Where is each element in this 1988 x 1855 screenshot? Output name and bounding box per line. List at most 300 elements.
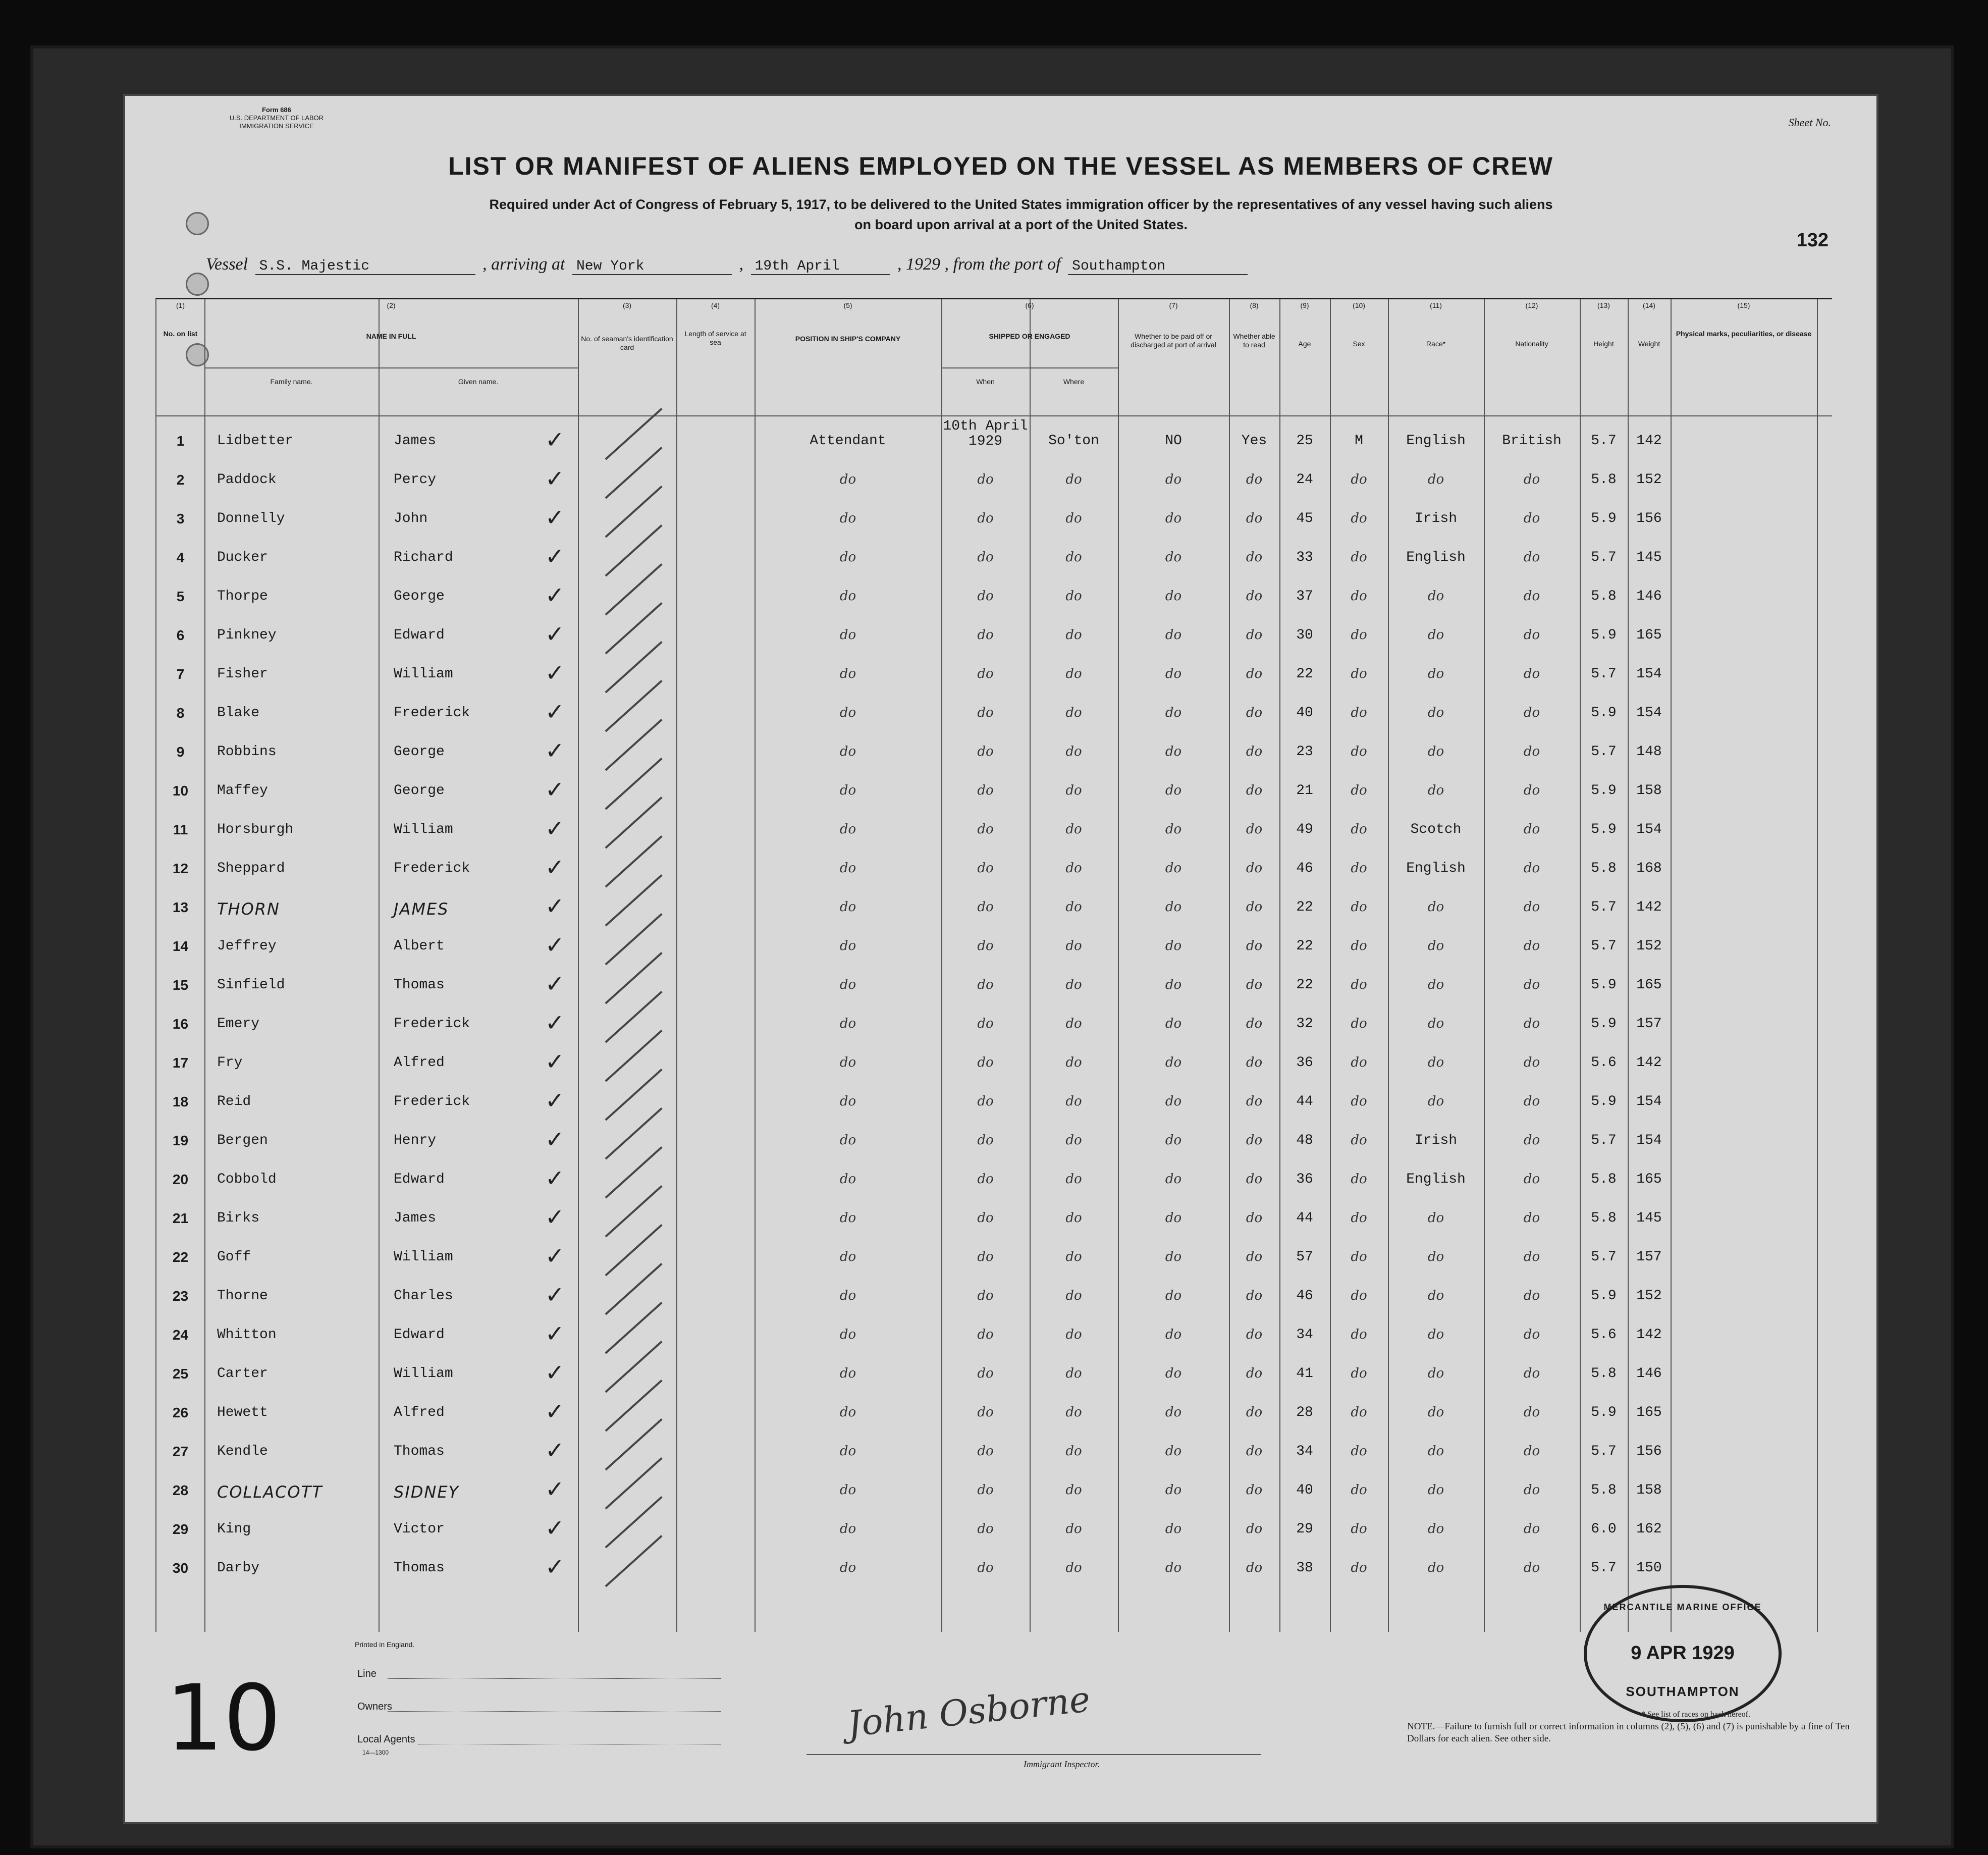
cell-family: King <box>217 1521 251 1537</box>
cell-where: do <box>1065 899 1082 915</box>
cell-family: Fry <box>217 1055 243 1071</box>
cell-weight: 168 <box>1636 861 1662 876</box>
cell-read: do <box>1246 1249 1263 1264</box>
year-value: 29 <box>923 255 940 274</box>
cell-age: 29 <box>1296 1521 1313 1537</box>
cell-when: do <box>977 705 994 720</box>
from-label: , from the port of <box>944 255 1061 274</box>
cell-nationality: do <box>1523 1288 1540 1303</box>
cell-age: 40 <box>1296 1482 1313 1498</box>
line-field <box>388 1678 721 1679</box>
table-row <box>156 734 1832 772</box>
cell-sex: do <box>1351 1482 1367 1498</box>
cell-read: do <box>1246 1405 1263 1420</box>
year-label: , 19 <box>897 255 923 274</box>
cell-no: 19 <box>172 1133 189 1148</box>
mercantile-marine-stamp <box>1584 1585 1782 1722</box>
cell-read: do <box>1246 1016 1263 1031</box>
name-subrule <box>204 367 578 368</box>
cell-family: Whitton <box>217 1327 277 1343</box>
table-row <box>156 928 1832 967</box>
checkmark-icon: ✓ <box>545 1126 565 1153</box>
head-seaman-id: No. of seaman's identification card <box>581 335 673 351</box>
cell-age: 49 <box>1296 822 1313 837</box>
table-row <box>156 578 1832 617</box>
cell-race: do <box>1427 705 1444 720</box>
cell-sex: do <box>1351 666 1367 681</box>
cell-height: 5.7 <box>1591 1249 1617 1265</box>
cell-weight: 148 <box>1636 744 1662 760</box>
head-family-name: Family name. <box>270 378 313 386</box>
printed-in-england: Printed in England. <box>355 1640 415 1649</box>
cell-race: English <box>1406 433 1466 449</box>
cell-sex: do <box>1351 1210 1367 1226</box>
cell-where: do <box>1065 1482 1082 1498</box>
cell-age: 23 <box>1296 744 1313 760</box>
cell-no: 26 <box>172 1405 189 1420</box>
cell-height: 6.0 <box>1591 1521 1617 1537</box>
cell-where: do <box>1065 1405 1082 1420</box>
cell-height: 5.8 <box>1591 1366 1617 1382</box>
cell-sex: do <box>1351 1366 1367 1381</box>
cell-paid: do <box>1165 1288 1182 1303</box>
cell-sex: do <box>1351 1521 1367 1536</box>
cell-weight: 165 <box>1636 977 1662 993</box>
cell-where: do <box>1065 1016 1082 1031</box>
cell-given: Richard <box>394 550 453 565</box>
table-row <box>156 1123 1832 1161</box>
cell-read: do <box>1246 977 1263 992</box>
cell-given: Frederick <box>394 705 470 721</box>
cell-position: Attendant <box>810 433 886 449</box>
checkmark-icon: ✓ <box>545 543 565 570</box>
arriving-label: , arriving at <box>482 255 565 274</box>
checkmark-icon: ✓ <box>545 1087 565 1114</box>
cell-position: do <box>839 783 856 798</box>
cell-nationality: do <box>1523 1405 1540 1420</box>
subtitle-line-1: Required under Act of Congress of February 5, 1917, to be delivered to the United States immigration officer by the representatives of any vessel having such aliens <box>489 197 1553 212</box>
checkmark-icon: ✓ <box>545 854 565 881</box>
cell-weight: 165 <box>1636 1172 1662 1187</box>
cell-no: 27 <box>172 1444 189 1459</box>
table-row <box>156 812 1832 850</box>
cell-position: do <box>839 511 856 526</box>
cell-no: 23 <box>172 1288 189 1304</box>
cell-family: Robbins <box>217 744 277 760</box>
cell-nationality: do <box>1523 589 1540 604</box>
cell-where: do <box>1065 666 1082 681</box>
head-physical-marks: Physical marks, peculiarities, or disease <box>1676 330 1812 338</box>
cell-height: 5.7 <box>1591 1560 1617 1576</box>
cell-read: do <box>1246 938 1263 953</box>
table-row <box>156 1395 1832 1433</box>
cell-when: do <box>977 511 994 526</box>
cell-no: 12 <box>172 861 189 876</box>
cell-height: 5.7 <box>1591 666 1617 682</box>
punch-hole <box>186 273 209 296</box>
cell-paid: do <box>1165 938 1182 953</box>
cell-given: Thomas <box>394 1560 445 1576</box>
cell-weight: 154 <box>1636 1133 1662 1148</box>
cell-nationality: do <box>1523 899 1540 915</box>
checkmark-icon: ✓ <box>545 1359 565 1386</box>
cell-paid: do <box>1165 861 1182 876</box>
cell-no: 5 <box>176 589 185 604</box>
cell-paid: do <box>1165 1327 1182 1342</box>
head-age: Age <box>1298 340 1311 348</box>
cell-height: 5.8 <box>1591 1210 1617 1226</box>
cell-where: do <box>1065 1444 1082 1459</box>
cell-given: George <box>394 744 445 760</box>
cell-age: 21 <box>1296 783 1313 799</box>
cell-family: Birks <box>217 1210 260 1226</box>
colnum-15: (15) <box>1737 301 1750 309</box>
cell-nationality: do <box>1523 1094 1540 1109</box>
table-row <box>156 889 1832 928</box>
table-row <box>156 967 1832 1005</box>
cell-no: 20 <box>172 1172 189 1187</box>
cell-paid: do <box>1165 1210 1182 1226</box>
cell-no: 17 <box>172 1055 189 1071</box>
cell-sex: do <box>1351 938 1367 953</box>
cell-read: do <box>1246 1521 1263 1536</box>
cell-weight: 145 <box>1636 550 1662 565</box>
cell-nationality: do <box>1523 977 1540 992</box>
colnum-5: (5) <box>843 301 852 309</box>
cell-nationality: do <box>1523 1133 1540 1148</box>
cell-when: do <box>977 822 994 837</box>
cell-age: 30 <box>1296 627 1313 643</box>
checkmark-icon: ✓ <box>545 1048 565 1075</box>
colnum-13: (13) <box>1597 301 1610 309</box>
cell-height: 5.7 <box>1591 1444 1617 1459</box>
arrival-date: 19th April <box>751 258 890 275</box>
cell-where: do <box>1065 1210 1082 1226</box>
cell-race: do <box>1427 1210 1444 1226</box>
footer-notes <box>1407 1709 1851 1745</box>
cell-age: 22 <box>1296 938 1313 954</box>
cell-when: do <box>977 938 994 953</box>
cell-when: do <box>977 1210 994 1226</box>
cell-paid: do <box>1165 744 1182 759</box>
cell-given: James <box>394 433 437 449</box>
table-row <box>156 851 1832 889</box>
head-able-to-read: Whether able to read <box>1233 332 1275 349</box>
colnum-1: (1) <box>176 301 185 309</box>
cell-family: Sheppard <box>217 861 285 876</box>
cell-age: 22 <box>1296 977 1313 993</box>
cell-nationality: do <box>1523 1016 1540 1031</box>
cell-when: do <box>977 1016 994 1031</box>
cell-given: Victor <box>394 1521 445 1537</box>
cell-age: 48 <box>1296 1133 1313 1148</box>
checkmark-icon: ✓ <box>545 1553 565 1580</box>
cell-position: do <box>839 1405 856 1420</box>
cell-family: Thorne <box>217 1288 268 1304</box>
checkmark-icon: ✓ <box>545 1437 565 1464</box>
cell-sex: do <box>1351 1133 1367 1148</box>
colnum-8: (8) <box>1250 301 1259 309</box>
checkmark-icon: ✓ <box>545 1320 565 1347</box>
cell-height: 5.9 <box>1591 822 1617 837</box>
cell-race: do <box>1427 938 1444 953</box>
cell-given: Edward <box>394 627 445 643</box>
cell-where: do <box>1065 705 1082 720</box>
cell-sex: do <box>1351 1094 1367 1109</box>
cell-position: do <box>839 1055 856 1070</box>
head-shipped-engaged: SHIPPED OR ENGAGED <box>989 332 1070 340</box>
cell-height: 5.9 <box>1591 1016 1617 1032</box>
cell-paid: do <box>1165 783 1182 798</box>
cell-read: do <box>1246 1133 1263 1148</box>
cell-height: 5.7 <box>1591 1133 1617 1148</box>
cell-where: do <box>1065 550 1082 565</box>
cell-read: do <box>1246 822 1263 837</box>
cell-position: do <box>839 1172 856 1187</box>
cell-given: JAMES <box>394 899 449 919</box>
cell-race: do <box>1427 783 1444 798</box>
cell-family: COLLACOTT <box>217 1482 323 1502</box>
cell-where: do <box>1065 1521 1082 1536</box>
cell-weight: 154 <box>1636 666 1662 682</box>
cell-height: 5.9 <box>1591 627 1617 643</box>
cell-read: do <box>1246 705 1263 720</box>
cell-read: Yes <box>1241 433 1267 449</box>
cell-nationality: do <box>1523 1327 1540 1342</box>
cell-age: 57 <box>1296 1249 1313 1265</box>
cell-no: 6 <box>176 627 185 643</box>
cell-weight: 156 <box>1636 511 1662 526</box>
cell-position: do <box>839 1249 856 1264</box>
cell-family: Jeffrey <box>217 938 277 954</box>
cell-race: do <box>1427 589 1444 604</box>
cell-position: do <box>839 627 856 643</box>
cell-where: do <box>1065 938 1082 953</box>
cell-when: do <box>977 1249 994 1264</box>
cell-race: do <box>1427 744 1444 759</box>
head-nationality: Nationality <box>1515 340 1548 348</box>
cell-race: do <box>1427 1521 1444 1536</box>
cell-position: do <box>839 1016 856 1031</box>
fine-note: NOTE.—Failure to furnish full or correct information in columns (2), (5), (6) and (7) is punishable by a fine of Ten Dollars for each alien. See other side. <box>1407 1721 1850 1744</box>
cell-sex: do <box>1351 899 1367 915</box>
cell-no: 9 <box>176 744 185 760</box>
cell-weight: 142 <box>1636 899 1662 915</box>
table-row <box>156 1434 1832 1472</box>
cell-nationality: do <box>1523 1482 1540 1498</box>
subtitle-line-2: on board upon arrival at a port of the United States. <box>854 217 1188 232</box>
cell-position: do <box>839 1560 856 1575</box>
cell-no: 25 <box>172 1366 189 1382</box>
cell-age: 37 <box>1296 589 1313 604</box>
cell-weight: 154 <box>1636 1094 1662 1109</box>
cell-when: do <box>977 666 994 681</box>
cell-family: Thorpe <box>217 589 268 604</box>
cell-nationality: do <box>1523 861 1540 876</box>
cell-nationality: do <box>1523 1172 1540 1187</box>
colnum-9: (9) <box>1300 301 1309 309</box>
cell-position: do <box>839 938 856 953</box>
cell-when: do <box>977 550 994 565</box>
cell-no: 24 <box>172 1327 189 1343</box>
cell-height: 5.8 <box>1591 861 1617 876</box>
cell-position: do <box>839 1482 856 1498</box>
cell-read: do <box>1246 511 1263 526</box>
form-code: 14—1300 <box>362 1749 389 1756</box>
cell-height: 5.8 <box>1591 472 1617 488</box>
cell-height: 5.9 <box>1591 1405 1617 1420</box>
cell-given: George <box>394 589 445 604</box>
cell-weight: 152 <box>1636 472 1662 488</box>
head-no-on-list: No. on list <box>163 330 198 338</box>
cell-age: 46 <box>1296 861 1313 876</box>
checkmark-icon: ✓ <box>545 1242 565 1269</box>
cell-when: do <box>977 1133 994 1148</box>
cell-sex: do <box>1351 1055 1367 1070</box>
cell-sex: do <box>1351 1249 1367 1264</box>
cell-given: John <box>394 511 428 526</box>
cell-given: Charles <box>394 1288 453 1304</box>
cell-weight: 146 <box>1636 1366 1662 1382</box>
cell-read: do <box>1246 666 1263 681</box>
cell-no: 18 <box>172 1094 189 1109</box>
cell-no: 2 <box>176 472 185 488</box>
checkmark-icon: ✓ <box>545 776 565 803</box>
service: IMMIGRATION SERVICE <box>239 122 314 130</box>
cell-where: do <box>1065 977 1082 992</box>
cell-where: do <box>1065 1133 1082 1148</box>
cell-given: Frederick <box>394 1016 470 1032</box>
cell-sex: do <box>1351 744 1367 759</box>
cell-paid: do <box>1165 977 1182 992</box>
cell-race: do <box>1427 1055 1444 1070</box>
cell-position: do <box>839 1521 856 1536</box>
cell-when: do <box>977 589 994 604</box>
cell-race: Irish <box>1414 1133 1457 1148</box>
table-row <box>156 1472 1832 1511</box>
cell-position: do <box>839 1094 856 1109</box>
checkmark-icon: ✓ <box>545 504 565 531</box>
cell-nationality: do <box>1523 783 1540 798</box>
cell-sex: do <box>1351 1172 1367 1187</box>
head-height: Height <box>1593 340 1614 348</box>
cell-age: 28 <box>1296 1405 1313 1420</box>
cell-nationality: do <box>1523 511 1540 526</box>
cell-when: do <box>977 899 994 915</box>
cell-race: Irish <box>1414 511 1457 526</box>
cell-read: do <box>1246 899 1263 915</box>
cell-given: SIDNEY <box>394 1482 460 1502</box>
head-sex: Sex <box>1353 340 1365 348</box>
cell-race: do <box>1427 1482 1444 1498</box>
head-position: POSITION IN SHIP'S COMPANY <box>795 335 901 343</box>
cell-race: do <box>1427 1016 1444 1031</box>
cell-weight: 158 <box>1636 1482 1662 1498</box>
cell-position: do <box>839 1366 856 1381</box>
cell-sex: do <box>1351 861 1367 876</box>
cell-nationality: do <box>1523 1444 1540 1459</box>
cell-sex: do <box>1351 705 1367 720</box>
cell-position: do <box>839 899 856 915</box>
cell-height: 5.9 <box>1591 783 1617 799</box>
cell-no: 28 <box>172 1482 189 1498</box>
cell-no: 3 <box>176 511 185 526</box>
cell-position: do <box>839 1133 856 1148</box>
head-weight: Weight <box>1638 340 1660 348</box>
cell-when: 10th April 1929 <box>943 418 1028 449</box>
cell-height: 5.7 <box>1591 938 1617 954</box>
table-row <box>156 1200 1832 1239</box>
cell-family: Pinkney <box>217 627 277 643</box>
cell-paid: do <box>1165 1094 1182 1109</box>
cell-weight: 142 <box>1636 433 1662 449</box>
cell-where: do <box>1065 1249 1082 1264</box>
cell-nationality: do <box>1523 938 1540 953</box>
cell-read: do <box>1246 1366 1263 1381</box>
cell-height: 5.7 <box>1591 744 1617 760</box>
cell-weight: 152 <box>1636 938 1662 954</box>
cell-nationality: do <box>1523 1055 1540 1070</box>
cell-where: do <box>1065 1560 1082 1575</box>
table-row <box>156 462 1832 500</box>
cell-height: 5.8 <box>1591 589 1617 604</box>
cell-weight: 165 <box>1636 1405 1662 1420</box>
cell-sex: do <box>1351 1327 1367 1342</box>
cell-read: do <box>1246 1055 1263 1070</box>
cell-when: do <box>977 1055 994 1070</box>
cell-given: William <box>394 1366 453 1382</box>
cell-weight: 146 <box>1636 589 1662 604</box>
cell-when: do <box>977 1172 994 1187</box>
cell-no: 14 <box>172 938 189 954</box>
cell-paid: do <box>1165 1249 1182 1264</box>
cell-sex: do <box>1351 783 1367 798</box>
cell-height: 5.8 <box>1591 1482 1617 1498</box>
cell-when: do <box>977 1327 994 1342</box>
cell-where: do <box>1065 744 1082 759</box>
cell-age: 38 <box>1296 1560 1313 1576</box>
cell-position: do <box>839 744 856 759</box>
cell-read: do <box>1246 1094 1263 1109</box>
cell-given: James <box>394 1210 437 1226</box>
cell-position: do <box>839 1327 856 1342</box>
cell-nationality: do <box>1523 1366 1540 1381</box>
cell-sex: M <box>1355 433 1363 449</box>
cell-given: George <box>394 783 445 799</box>
head-paid-off: Whether to be paid off or discharged at port of arrival <box>1131 332 1216 349</box>
cell-race: Scotch <box>1410 822 1462 837</box>
cell-race: English <box>1406 1172 1466 1187</box>
checkmark-icon: ✓ <box>545 1164 565 1192</box>
cell-no: 10 <box>172 783 189 799</box>
checkmark-icon: ✓ <box>545 581 565 609</box>
cell-age: 24 <box>1296 472 1313 488</box>
cell-given: Edward <box>394 1172 445 1187</box>
cell-no: 4 <box>176 550 185 565</box>
stamp-date: 9 APR 1929 <box>1631 1642 1735 1664</box>
cell-paid: do <box>1165 589 1182 604</box>
race-note: * See list of races on back hereof. <box>1641 1710 1750 1719</box>
cell-where: do <box>1065 1172 1082 1187</box>
cell-when: do <box>977 861 994 876</box>
table-row <box>156 1317 1832 1355</box>
cell-read: do <box>1246 1444 1263 1459</box>
cell-read: do <box>1246 1210 1263 1226</box>
cell-when: do <box>977 1288 994 1303</box>
cell-given: Thomas <box>394 977 445 993</box>
checkmark-icon: ✓ <box>545 426 565 453</box>
table-row <box>156 1550 1832 1588</box>
